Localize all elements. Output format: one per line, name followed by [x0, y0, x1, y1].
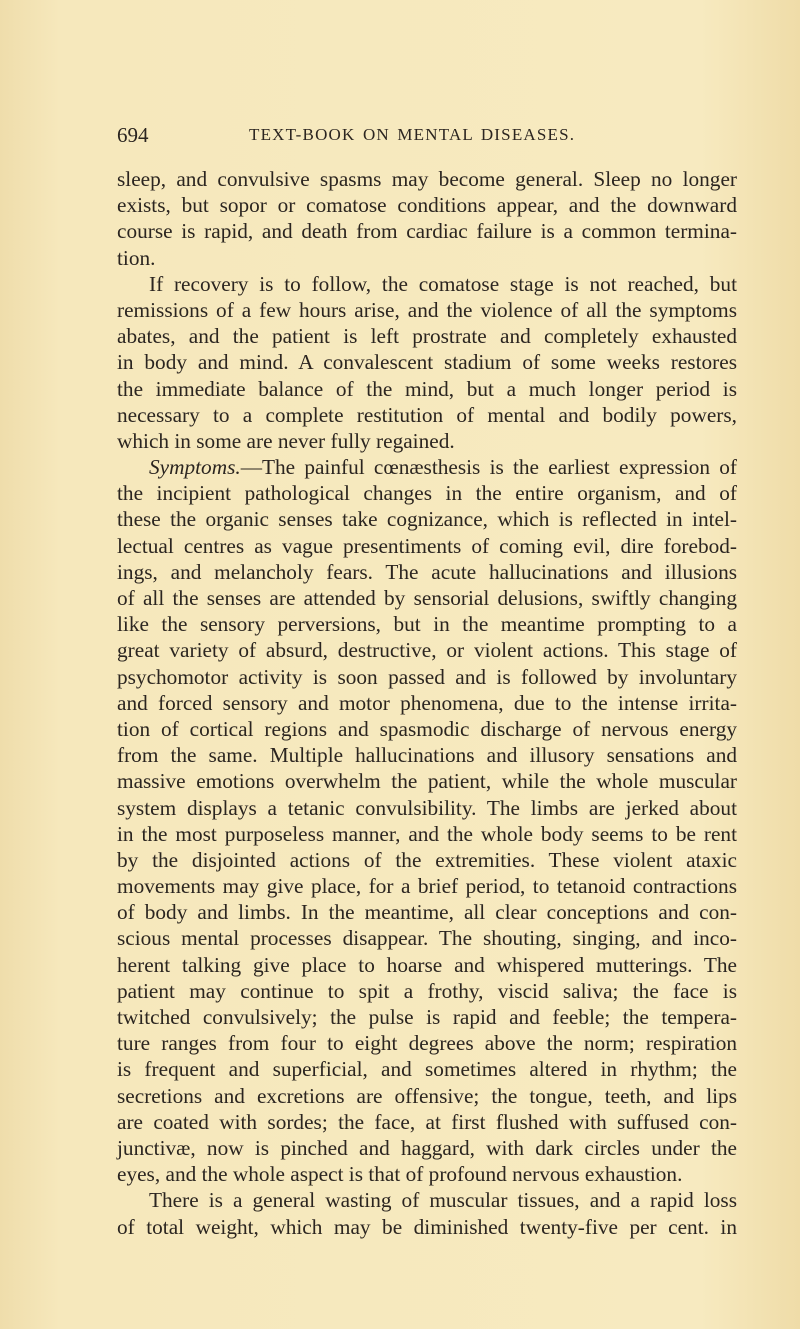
- text-line: [117, 480, 737, 506]
- text-line: [117, 533, 737, 559]
- text-line-content: which in some are never fully regained.: [117, 428, 455, 453]
- text-line-content: remissions of a few hours arise, and the violence of all the symptoms: [117, 297, 737, 322]
- text-line-content: are coated with sordes; the face, at first flushed with suffused con-: [117, 1109, 737, 1134]
- text-line-content: —The painful cœnæsthesis is the earliest expression of: [240, 455, 737, 480]
- text-line-content: junctivæ, now is pinched and haggard, with dark circles under the: [117, 1135, 737, 1160]
- body-text: [117, 166, 737, 1240]
- text-line-content: these the organic senses take cognizance, which is reflected in intel-: [117, 507, 737, 532]
- text-line-content: massive emotions overwhelm the patient, while the whole muscular: [117, 769, 737, 794]
- text-line: [117, 402, 737, 428]
- text-line: [117, 1030, 737, 1056]
- text-line: [117, 899, 737, 925]
- section-heading: Symptoms.: [149, 455, 241, 480]
- text-line: [117, 1161, 737, 1187]
- text-line: [117, 611, 737, 637]
- text-line: [117, 690, 737, 716]
- text-line-content: necessary to a complete restitution of mental and bodily powers,: [117, 402, 737, 427]
- text-line: [117, 271, 737, 297]
- text-line-content: sleep, and convulsive spasms may become general. Sleep no longer: [117, 167, 737, 191]
- text-line: [117, 245, 737, 271]
- text-line: [117, 795, 737, 821]
- text-line: [117, 428, 737, 454]
- text-line-content: abates, and the patient is left prostrate and completely exhausted: [117, 324, 737, 349]
- text-line-content: lectual centres as vague presentiments of coming evil, dire forebod-: [117, 533, 737, 558]
- text-line-content: eyes, and the whole aspect is that of profound nervous exhaustion.: [117, 1162, 683, 1187]
- text-line: [117, 166, 737, 192]
- text-line-content: of all the senses are attended by sensorial delusions, swiftly changing: [117, 586, 737, 610]
- text-line-content: and forced sensory and motor phenomena, due to the intense irrita-: [117, 690, 737, 715]
- text-line: [117, 952, 737, 978]
- text-line: [117, 1214, 737, 1240]
- text-line-content: If recovery is to follow, the comatose stage is not reached, but: [149, 271, 737, 296]
- text-line-content: ings, and melancholy fears. The acute hallucinations and illusions: [117, 559, 737, 584]
- text-line-content: patient may continue to spit a frothy, viscid saliva; the face is: [117, 978, 737, 1003]
- text-line-content: scious mental processes disappear. The shouting, singing, and inco-: [117, 926, 737, 951]
- text-line: [117, 454, 737, 480]
- running-title: TEXT-BOOK ON MENTAL DISEASES.: [249, 125, 576, 144]
- text-line: [117, 323, 737, 349]
- text-line-content: the immediate balance of the mind, but a much longer period is: [117, 376, 737, 401]
- text-line: [117, 218, 737, 244]
- text-line: [117, 192, 737, 218]
- text-line: [117, 1056, 737, 1082]
- text-line-content: of total weight, which may be diminished twenty-five per cent. in: [117, 1214, 737, 1239]
- text-line-content: tion.: [117, 245, 156, 270]
- text-line: [117, 847, 737, 873]
- text-line-content: secretions and excretions are offensive; the tongue, teeth, and lips: [117, 1083, 737, 1108]
- text-line-content: is frequent and superficial, and sometimes altered in rhythm; the: [117, 1057, 737, 1082]
- text-line-content: twitched convulsively; the pulse is rapid and feeble; the tempera-: [117, 1005, 737, 1029]
- text-line: [117, 873, 737, 899]
- text-line-content: There is a general wasting of muscular tissues, and a rapid loss: [149, 1188, 737, 1213]
- text-line: [117, 1135, 737, 1161]
- text-line: [117, 506, 737, 532]
- text-line-content: of body and limbs. In the meantime, all clear conceptions and con-: [117, 900, 737, 925]
- text-line-content: like the sensory perversions, but in the meantime prompting to a: [117, 612, 737, 637]
- text-line-content: from the same. Multiple hallucinations and illusory sensations and: [117, 743, 737, 768]
- text-line: [117, 768, 737, 794]
- text-line: [117, 559, 737, 585]
- text-line: [117, 1187, 737, 1213]
- text-line: [117, 1004, 737, 1030]
- text-line: [117, 1109, 737, 1135]
- page-number: 694: [117, 123, 149, 147]
- text-line-content: great variety of absurd, destructive, or violent actions. This stage of: [117, 638, 737, 663]
- text-line: [117, 742, 737, 768]
- text-line: [117, 978, 737, 1004]
- text-line-content: psychomotor activity is soon passed and is followed by involuntary: [117, 664, 737, 689]
- text-line: [117, 376, 737, 402]
- text-line-content: the incipient pathological changes in the entire organism, and of: [117, 481, 737, 506]
- text-line: [117, 716, 737, 742]
- page-header: [117, 123, 737, 151]
- text-line: [117, 925, 737, 951]
- text-line: [117, 664, 737, 690]
- text-line: [117, 349, 737, 375]
- text-line: [117, 637, 737, 663]
- text-line-content: in the most purposeless manner, and the whole body seems to be rent: [117, 821, 737, 846]
- text-line-content: movements may give place, for a brief period, to tetanoid contractions: [117, 874, 737, 899]
- text-line-content: ture ranges from four to eight degrees above the norm; respiration: [117, 1031, 737, 1056]
- text-line-content: herent talking give place to hoarse and whispered mutterings. The: [117, 952, 737, 977]
- text-line-content: exists, but sopor or comatose conditions appear, and the downward: [117, 193, 737, 218]
- text-line-content: by the disjointed actions of the extremities. These violent ataxic: [117, 847, 737, 872]
- text-line-content: tion of cortical regions and spasmodic discharge of nervous energy: [117, 716, 737, 741]
- text-line: [117, 585, 737, 611]
- text-line: [117, 297, 737, 323]
- text-line: [117, 821, 737, 847]
- text-line-content: in body and mind. A convalescent stadium of some weeks restores: [117, 350, 737, 375]
- text-line-content: course is rapid, and death from cardiac failure is a common termina-: [117, 219, 737, 244]
- text-line: [117, 1083, 737, 1109]
- text-line-content: system displays a tetanic convulsibility. The limbs are jerked about: [117, 795, 737, 820]
